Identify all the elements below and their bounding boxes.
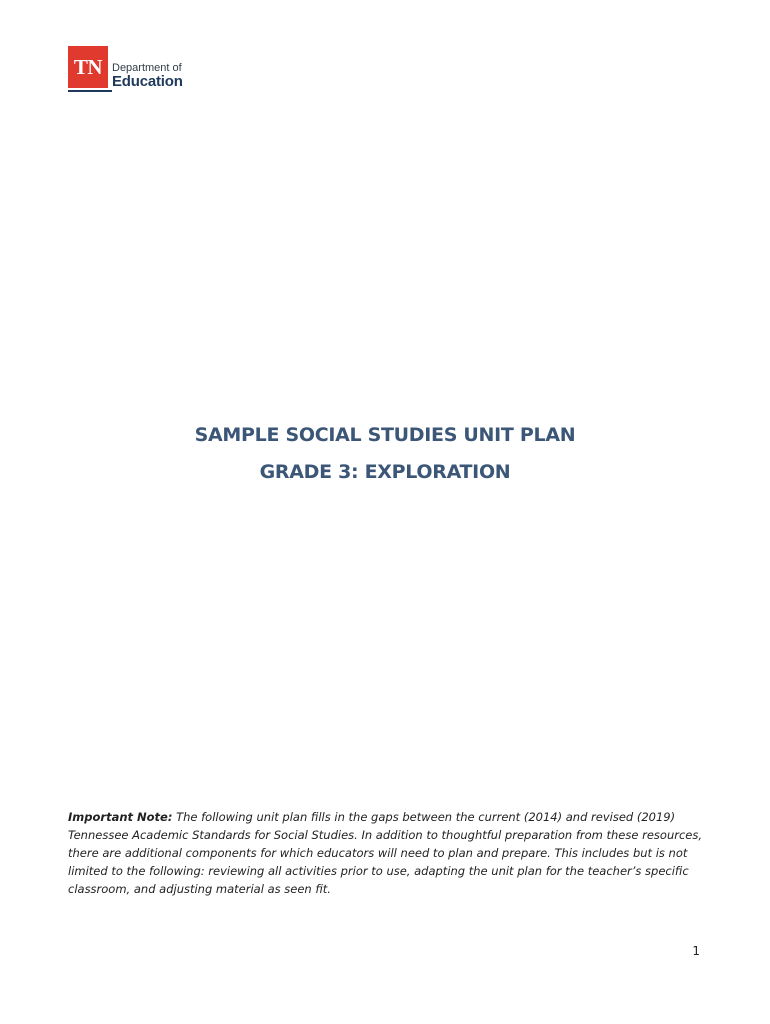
document-subtitle: GRADE 3: EXPLORATION	[259, 461, 511, 483]
page-number: 1	[692, 944, 700, 958]
document-title: SAMPLE SOCIAL STUDIES UNIT PLAN	[194, 424, 576, 446]
logo-department-text: Department of	[112, 62, 182, 74]
important-note	[68, 808, 708, 898]
logo-education-text: Education	[112, 73, 183, 90]
tn-education-logo	[68, 46, 183, 92]
title-block	[0, 424, 770, 483]
tn-logo-mark: TN	[68, 46, 108, 88]
logo-underline	[68, 90, 112, 92]
important-note-label: Important Note:	[68, 810, 173, 824]
important-note-text: The following unit plan fills in the gaps between the current (2014) and revised (2019) Tennessee Academic Standards for Social Studies. In addition to thoughtful preparation from these resources, there are additional components for which educators will need to plan and prepare. This includes but is not limited to the following: reviewing all activities prior to use, adapting the unit plan for the teacher’s specific classroom, and adjusting material as seen fit.	[68, 810, 702, 896]
